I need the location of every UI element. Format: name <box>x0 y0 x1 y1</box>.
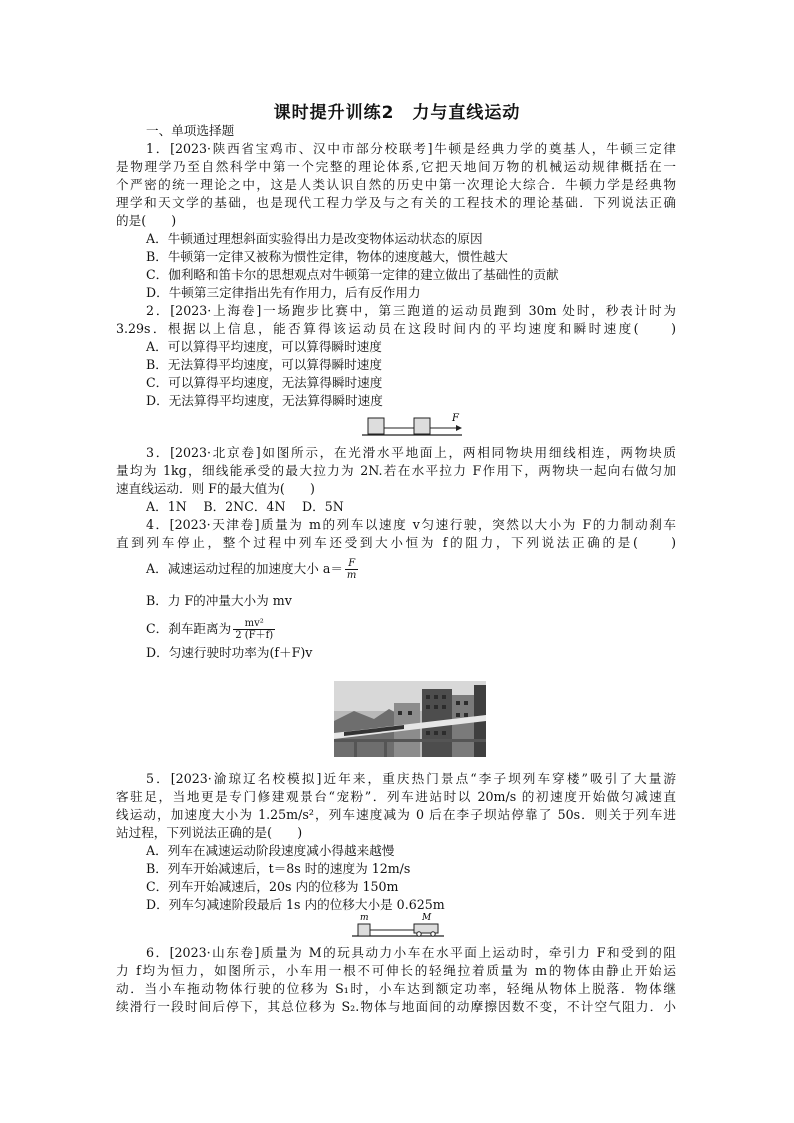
q5-option: D．列车匀减速阶段最后 1s 内的位移大小是 0.625m <box>146 897 445 912</box>
q4-line: 直到列车停止，整个过程中列车还受到大小恒为 f的阻力，下列说法正确的是( ) <box>116 535 676 550</box>
q4-option-a-text: A．减速运动过程的加速度大小 a＝ <box>146 561 343 576</box>
q6-line: 力 f均为恒力，如图所示，小车用一根不可伸长的轻绳拉着质量为 m的物体由静止开始运 <box>116 963 676 978</box>
q1-line: 的是( ) <box>116 213 177 228</box>
q1-option: A．牛顿通过理想斜面实验得出力是改变物体运动状态的原因 <box>146 231 483 246</box>
q4-option-a <box>146 558 358 581</box>
block-m <box>358 924 370 936</box>
q5-line: 站过程，下列说法正确的是( ) <box>116 825 303 840</box>
q3-line: 量均为 1kg，细线能承受的最大拉力为 2N.若在水平拉力 F作用下，两物块一起向右做匀加 <box>116 463 676 478</box>
force-label: F <box>452 413 459 424</box>
q4-option-b: B．力 F的冲量大小为 mv <box>146 593 292 608</box>
q1-line: 个严密的统一理论之中，这是人类认识自然的历史中第一次理论大综合．牛顿力学是经典物 <box>116 177 676 192</box>
q3-options: A．1N B．2NC．4N D．5N <box>146 499 344 514</box>
q1-line: 1．[2023·陕西省宝鸡市、汉中市部分校联考]牛顿是经典力学的奠基人，牛顿三定律 <box>146 141 676 156</box>
q3-line: 速直线运动．则 F的最大值为( ) <box>116 481 315 496</box>
q1-option: D．牛顿第三定律指出先有作用力，后有反作用力 <box>146 285 421 300</box>
car-wheel <box>431 932 435 936</box>
car-pulling-block-figure <box>352 910 444 940</box>
q5-option: B．列车开始减速后，t＝8s 时的速度为 12m/s <box>146 861 411 876</box>
q6-line: 动．当小车拖动物体行驶的位移为 S₁时，小车达到额定功率，轻绳从物体上脱落．物体继 <box>116 981 676 996</box>
q4-option-c-text: C．刹车距离为 <box>146 621 232 636</box>
q2-option: B．无法算得平均速度，可以算得瞬时速度 <box>146 357 382 372</box>
toy-car-body <box>414 924 438 933</box>
two-blocks-figure <box>362 412 462 438</box>
q3-line: 3．[2023·北京卷]如图所示，在光滑水平地面上，两相同物块用细线相连，两物块质 <box>146 445 676 460</box>
q5-line: 线运动，加速度大小为 1.25m/s²，列车速度减为 0 后在李子坝站停靠了 50s．则关于列车进 <box>116 807 676 822</box>
section-heading: 一、单项选择题 <box>146 123 235 138</box>
car-wheel <box>417 932 421 936</box>
block-left <box>368 418 384 434</box>
q6-line: 6．[2023·山东卷]质量为 M的玩具动力小车在水平面上运动时，牵引力 F和受到的阻 <box>146 945 676 960</box>
q1-option: B．牛顿第一定律又被称为惯性定律，物体的速度越大，惯性越大 <box>146 249 508 264</box>
liziba-train-photo <box>334 681 486 757</box>
q2-option: D．无法算得平均速度，无法算得瞬时速度 <box>146 393 383 408</box>
q5-option: C．列车开始减速后，20s 内的位移为 150m <box>146 879 399 894</box>
q5-option: A．列车在减速运动阶段速度减小得越来越慢 <box>146 843 395 858</box>
q5-line: 客驻足，当地更是专门修建观景台“宠粉”．列车进站时以 20m/s 的初速度开始做匀减速直 <box>116 789 676 804</box>
label-m: m <box>360 913 369 923</box>
q4-line: 4．[2023·天津卷]质量为 m的列车以速度 v匀速行驶，突然以大小为 F的力制动刹车 <box>146 517 676 532</box>
fraction-denominator: 2 (F＋f) <box>235 630 274 641</box>
page-title: 课时提升训练2 力与直线运动 <box>273 103 521 123</box>
fraction-f-over-m <box>345 558 358 581</box>
q1-line: 是物理学乃至自然科学中第一个完整的理论体系,它把天地间万物的机械运动规律概括在一 <box>116 159 676 174</box>
q2-option: A．可以算得平均速度，可以算得瞬时速度 <box>146 339 382 354</box>
fraction-numerator: F <box>348 558 356 569</box>
q1-line: 理学和天文学的基础，也是现代工程力学及与之有关的工程技术的理论基础．下列说法正确 <box>116 195 676 210</box>
fraction-numerator: mv² <box>233 618 275 630</box>
block-right <box>414 418 430 434</box>
q6-line: 续滑行一段时间后停下，其总位移为 S₂.物体与地面间的动摩擦因数不变，不计空气阻力．小 <box>116 999 676 1014</box>
q2-option: C．可以算得平均速度，无法算得瞬时速度 <box>146 375 383 390</box>
q4-option-c <box>146 618 275 641</box>
force-arrow-head <box>456 425 462 431</box>
q4-option-d: D．匀速行驶时功率为(f＋F)v <box>146 645 313 660</box>
label-M: M <box>422 913 432 923</box>
fraction-denominator: m <box>346 570 357 581</box>
q2-line: 3.29s．根据以上信息，能否算得该运动员在这段时间内的平均速度和瞬时速度( ) <box>116 321 676 336</box>
q1-option: C．伽利略和笛卡尔的思想观点对牛顿第一定律的建立做出了基础性的贡献 <box>146 267 559 282</box>
q2-line: 2．[2023·上海卷]一场跑步比赛中，第三跑道的运动员跑到 30m 处时，秒表计时为 <box>146 303 676 318</box>
fraction-braking-distance <box>233 618 275 641</box>
q5-line: 5．[2023·渝琼辽名校模拟]近年来，重庆热门景点“李子坝列车穿楼”吸引了大量游 <box>146 771 676 786</box>
